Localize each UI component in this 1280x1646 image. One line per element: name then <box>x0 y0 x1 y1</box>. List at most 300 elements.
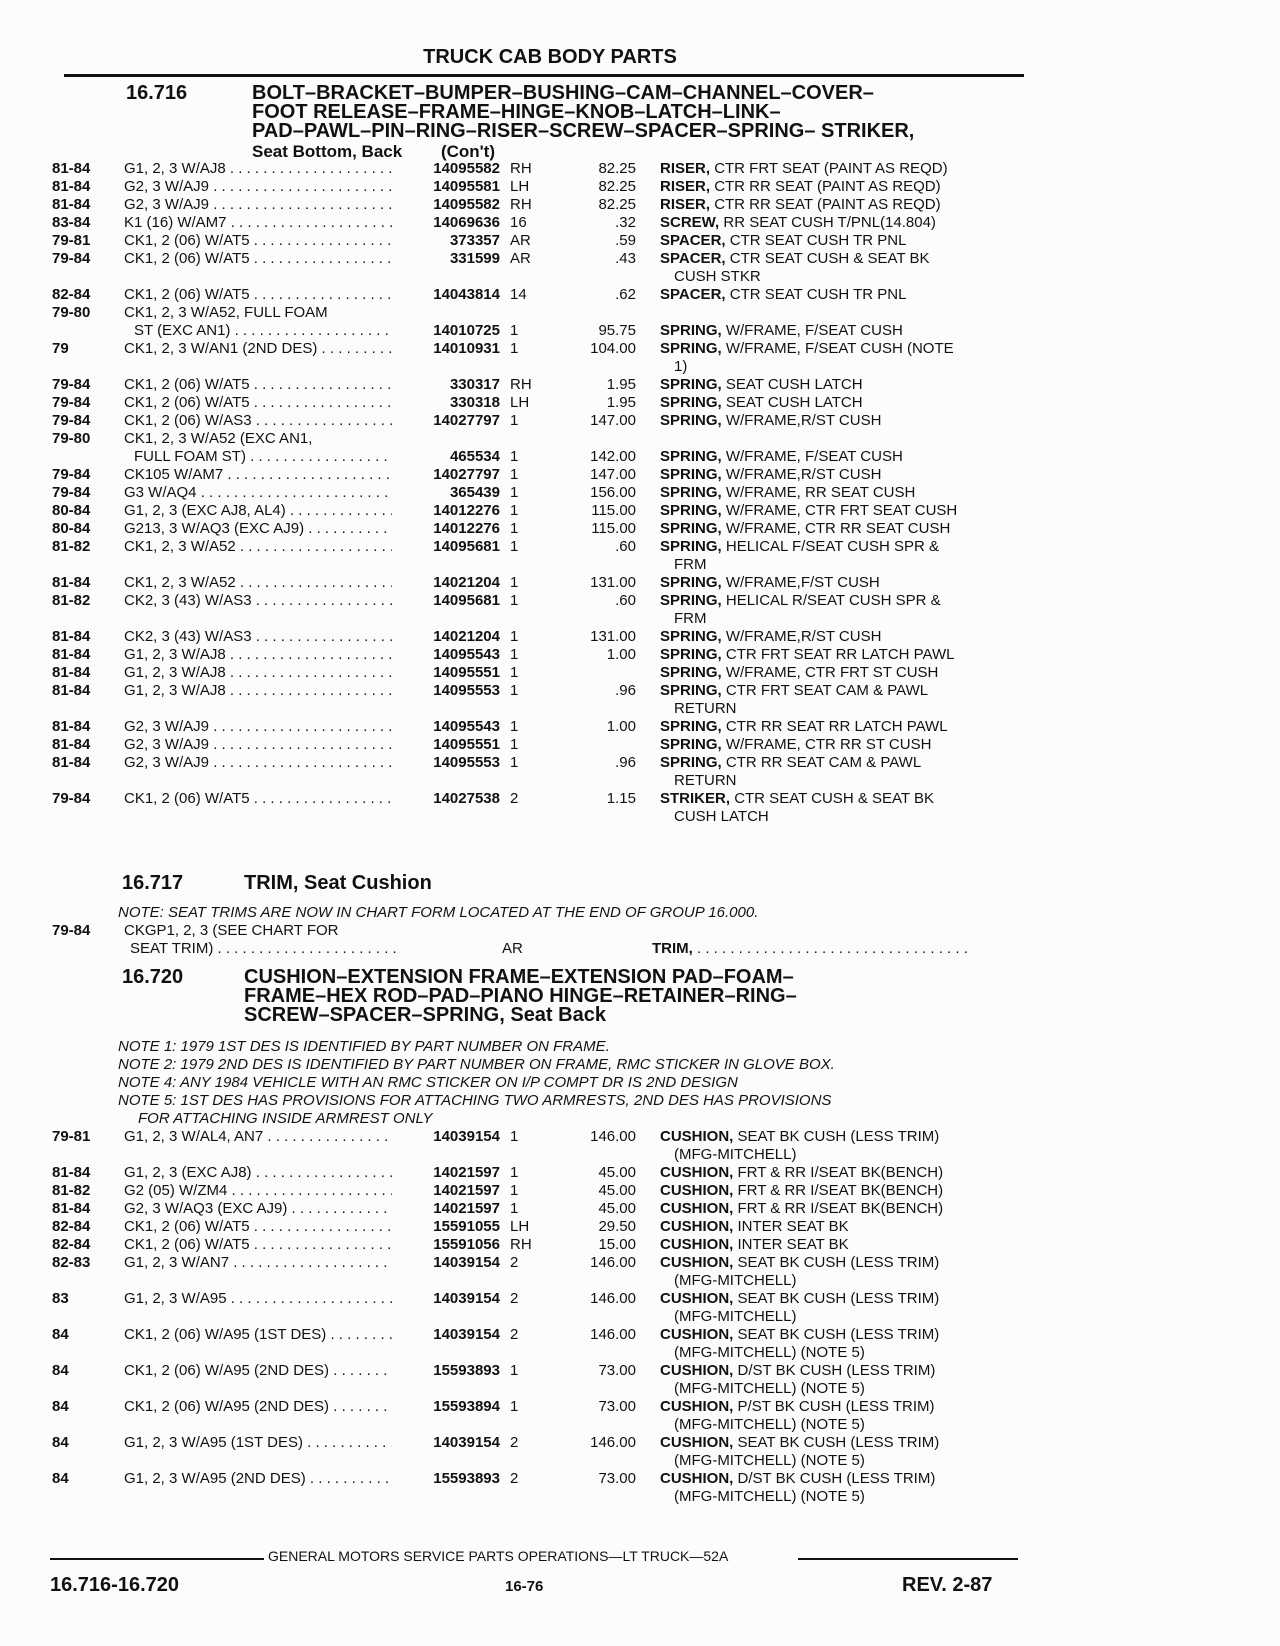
part-number: 14095551 <box>433 736 500 753</box>
part-name: SPRING, <box>660 502 722 519</box>
description <box>660 1470 1020 1488</box>
part-number: 15591056 <box>433 1236 500 1253</box>
part-number: 15593893 <box>433 1470 500 1487</box>
price: 1.15 <box>606 790 636 807</box>
part-number: 365439 <box>449 484 500 501</box>
table-row <box>0 1236 1280 1254</box>
description-text: CUSH STKR <box>674 268 761 285</box>
part-number: 14021597 <box>433 1200 500 1217</box>
price: 45.00 <box>598 1182 636 1199</box>
description-continued <box>0 1308 1280 1326</box>
application: G2, 3 W/AQ3 (EXC AJ9) . . . <box>124 1200 392 1218</box>
table-row <box>0 790 1280 808</box>
description-text: W/FRAME,R/ST CUSH <box>725 412 882 429</box>
description-continued <box>0 1344 1280 1362</box>
description-text: INTER SEAT BK <box>737 1218 849 1235</box>
part-name: SPACER, <box>660 250 726 267</box>
price: 45.00 <box>598 1200 636 1217</box>
description <box>660 628 1020 646</box>
section-title-line: PAD–PAWL–PIN–RING–RISER–SCREW–SPACER–SPRING– STRIKER, <box>252 120 915 142</box>
year-range: 81-84 <box>52 754 91 771</box>
price: 104.00 <box>590 340 636 357</box>
table-row <box>0 664 1280 682</box>
description-continued <box>0 1452 1280 1470</box>
price: 82.25 <box>598 196 636 213</box>
description <box>660 718 1020 736</box>
note-line: FOR ATTACHING INSIDE ARMREST ONLY <box>138 1110 433 1127</box>
description-text: W/FRAME, CTR FRT ST CUSH <box>725 664 939 681</box>
year-range: 79-84 <box>52 394 91 411</box>
part-number: 14095581 <box>433 178 500 195</box>
price: 82.25 <box>598 178 636 195</box>
description-continued <box>0 700 1280 718</box>
description-text: W/FRAME, F/SEAT CUSH (NOTE <box>725 340 954 357</box>
part-name: RISER, <box>660 196 711 213</box>
part-name: CUSHION, <box>660 1470 734 1487</box>
part-name: STRIKER, <box>660 790 731 807</box>
application: G3 W/AQ4 . . . <box>124 484 392 502</box>
year-range: 79-84 <box>52 922 91 939</box>
description-text: SEAT BK CUSH (LESS TRIM) <box>737 1326 940 1343</box>
part-number: 14095582 <box>433 160 500 177</box>
price: 15.00 <box>598 1236 636 1253</box>
year-range: 84 <box>52 1362 69 1379</box>
application: G2 (05) W/ZM4 . . . <box>124 1182 392 1200</box>
description <box>660 196 1020 214</box>
table-row <box>0 394 1280 412</box>
table-row <box>0 178 1280 196</box>
year-range: 81-82 <box>52 538 91 555</box>
description-text: SEAT BK CUSH (LESS TRIM) <box>737 1290 940 1307</box>
part-name: SPRING, <box>660 754 722 771</box>
quantity: 14 <box>510 286 527 303</box>
description-text: W/FRAME, CTR FRT SEAT CUSH <box>725 502 958 519</box>
description <box>660 1290 1020 1308</box>
description <box>660 538 1020 556</box>
application: G1, 2, 3 (EXC AJ8) . . . <box>124 1164 392 1182</box>
year-range: 81-84 <box>52 664 91 681</box>
application: CK1, 2, 3 W/A52, FULL FOAM <box>124 304 328 321</box>
description-continued <box>0 610 1280 628</box>
table-row <box>0 160 1280 178</box>
part-name: SPRING, <box>660 646 722 663</box>
table-row <box>0 502 1280 520</box>
quantity: 1 <box>510 1362 519 1379</box>
description <box>660 412 1020 430</box>
application: G1, 2, 3 W/AJ8 . . . <box>124 160 392 178</box>
revision-label: REV. 2-87 <box>902 1574 993 1596</box>
application: CK1, 2 (06) W/AT5 . . . <box>124 232 392 250</box>
part-name: SPRING, <box>660 664 722 681</box>
description-text: SEAT BK CUSH (LESS TRIM) <box>737 1128 940 1145</box>
quantity: 1 <box>510 520 519 537</box>
description-text: P/ST BK CUSH (LESS TRIM) <box>737 1398 935 1415</box>
quantity: LH <box>510 394 530 411</box>
part-number: 14039154 <box>433 1434 500 1451</box>
table-row <box>0 592 1280 610</box>
quantity: 1 <box>510 1200 519 1217</box>
description-continued <box>0 358 1280 376</box>
application: K1 (16) W/AM7 . . . <box>124 214 392 232</box>
description-text: SEAT CUSH LATCH <box>725 376 863 393</box>
description <box>660 1362 1020 1380</box>
description-text: CTR SEAT CUSH TR PNL <box>729 232 907 249</box>
description <box>660 376 1020 394</box>
note-line: NOTE 2: 1979 2ND DES IS IDENTIFIED BY PART NUMBER ON FRAME, RMC STICKER IN GLOVE BOX. <box>118 1056 835 1073</box>
part-number: 14039154 <box>433 1290 500 1307</box>
quantity: 1 <box>510 682 519 699</box>
description <box>660 178 1020 196</box>
price: .62 <box>615 286 636 303</box>
description-text: W/FRAME, CTR RR ST CUSH <box>725 736 932 753</box>
description <box>660 790 1020 808</box>
description-text: CTR RR SEAT CAM & PAWL <box>725 754 922 771</box>
price: 45.00 <box>598 1164 636 1181</box>
year-range: 80-84 <box>52 520 91 537</box>
price: 115.00 <box>591 502 636 519</box>
price: 95.75 <box>598 322 636 339</box>
quantity: AR <box>502 940 523 957</box>
application: CK1, 2, 3 W/AN1 (2ND DES) . . . <box>124 340 392 358</box>
application: FULL FOAM ST) . . . <box>134 448 392 466</box>
description <box>660 1434 1020 1452</box>
table-row <box>0 1254 1280 1272</box>
price: .43 <box>615 250 636 267</box>
application: CK1, 2 (06) W/AT5 . . . <box>124 286 392 304</box>
section-title-line: CUSHION–EXTENSION FRAME–EXTENSION PAD–FOAM– <box>244 966 794 988</box>
part-number: 14027538 <box>433 790 500 807</box>
table-row <box>0 1290 1280 1308</box>
note-16717: NOTE: SEAT TRIMS ARE NOW IN CHART FORM LOCATED AT THE END OF GROUP 16.000. <box>118 904 759 921</box>
description-text: SEAT BK CUSH (LESS TRIM) <box>737 1254 940 1271</box>
year-range: 79-84 <box>52 484 91 501</box>
quantity: 1 <box>510 1128 519 1145</box>
part-number: 14095582 <box>433 196 500 213</box>
description-text: CTR FRT SEAT RR LATCH PAWL <box>725 646 955 663</box>
description-text: (MFG-MITCHELL) <box>674 1146 797 1163</box>
description-text: W/FRAME, CTR RR SEAT CUSH <box>725 520 951 537</box>
application: G2, 3 W/AJ9 . . . <box>124 196 392 214</box>
application: CK1, 2 (06) W/A95 (2ND DES) . . . <box>124 1362 392 1380</box>
price: .60 <box>615 538 636 555</box>
part-name: SPRING, <box>660 448 722 465</box>
section-title-line: FRAME–HEX ROD–PAD–PIANO HINGE–RETAINER–RING– <box>244 985 797 1007</box>
description: TRIM, . . . . . . . . . . . . . . . . . . . . . . . . . . . . . . . . . <box>652 940 968 957</box>
part-name: CUSHION, <box>660 1164 734 1181</box>
description-text: FRT & RR I/SEAT BK(BENCH) <box>737 1182 944 1199</box>
quantity: 1 <box>510 1182 519 1199</box>
application: CK1, 2 (06) W/AS3 . . . <box>124 412 392 430</box>
quantity: 1 <box>510 664 519 681</box>
application: CK1, 2, 3 W/A52 . . . <box>124 538 392 556</box>
description-continued <box>0 1146 1280 1164</box>
application: G1, 2, 3 W/AJ8 . . . <box>124 682 392 700</box>
part-name: SPRING, <box>660 682 722 699</box>
year-range: 81-84 <box>52 1200 91 1217</box>
part-name: TRIM, <box>652 940 693 957</box>
table-row <box>0 754 1280 772</box>
part-number: 14021597 <box>433 1182 500 1199</box>
part-number: 14095551 <box>433 664 500 681</box>
note-line: NOTE 5: 1ST DES HAS PROVISIONS FOR ATTACHING TWO ARMRESTS, 2ND DES HAS PROVISIONS <box>118 1092 832 1109</box>
table-row <box>0 412 1280 430</box>
header-rule <box>64 74 1024 77</box>
part-name: SCREW, <box>660 214 720 231</box>
quantity: RH <box>510 1236 532 1253</box>
quantity: 1 <box>510 412 519 429</box>
price: 142.00 <box>590 448 636 465</box>
year-range: 79-81 <box>52 232 91 249</box>
price: 131.00 <box>590 574 636 591</box>
part-number: 330317 <box>449 376 500 393</box>
price: 147.00 <box>590 412 636 429</box>
part-number: 14039154 <box>433 1128 500 1145</box>
table-row <box>0 1218 1280 1236</box>
description-text: W/FRAME, RR SEAT CUSH <box>725 484 916 501</box>
table-row <box>0 1434 1280 1452</box>
application: SEAT TRIM) . . . <box>130 940 398 958</box>
application: CK1, 2, 3 W/A52 . . . <box>124 574 392 592</box>
description-continued <box>0 772 1280 790</box>
price: 73.00 <box>598 1362 636 1379</box>
footer-publisher: GENERAL MOTORS SERVICE PARTS OPERATIONS—LT TRUCK—52A <box>268 1548 729 1564</box>
table-row <box>0 1128 1280 1146</box>
description <box>660 448 1020 466</box>
quantity: AR <box>510 232 531 249</box>
footer-rule-left <box>50 1558 264 1560</box>
year-range: 84 <box>52 1434 69 1451</box>
description-text: INTER SEAT BK <box>737 1236 849 1253</box>
description <box>660 250 1020 268</box>
table-row <box>0 1182 1280 1200</box>
part-number: 14012276 <box>433 520 500 537</box>
quantity: 1 <box>510 646 519 663</box>
section-title-16720 <box>244 968 797 1025</box>
quantity: 1 <box>510 574 519 591</box>
quantity: 1 <box>510 448 519 465</box>
part-name: SPRING, <box>660 628 722 645</box>
year-range: 81-84 <box>52 196 91 213</box>
price: 29.50 <box>598 1218 636 1235</box>
price: .32 <box>615 214 636 231</box>
quantity: 1 <box>510 538 519 555</box>
description-text: FRM <box>674 556 707 573</box>
footer-section-range: 16.716-16.720 <box>50 1574 180 1596</box>
year-range: 82-84 <box>52 1236 91 1253</box>
part-number: 15591055 <box>433 1218 500 1235</box>
description <box>660 592 1020 610</box>
subtitle-text: Seat Bottom, Back <box>252 142 403 161</box>
year-range: 79-80 <box>52 304 91 321</box>
description <box>660 502 1020 520</box>
table-row <box>0 430 1280 448</box>
description-text: (MFG-MITCHELL) (NOTE 5) <box>674 1416 865 1433</box>
description-text: CTR FRT SEAT CAM & PAWL <box>725 682 929 699</box>
table-row-continued <box>0 448 1280 466</box>
description <box>660 1254 1020 1272</box>
description <box>660 664 1020 682</box>
description-text: HELICAL F/SEAT CUSH SPR & <box>725 538 939 555</box>
year-range: 84 <box>52 1326 69 1343</box>
description <box>660 520 1020 538</box>
part-number: 14095553 <box>433 682 500 699</box>
price: 146.00 <box>590 1290 636 1307</box>
table-row <box>0 466 1280 484</box>
part-name: SPRING, <box>660 322 722 339</box>
price: 156.00 <box>590 484 636 501</box>
table-row <box>0 1470 1280 1488</box>
part-name: SPRING, <box>660 718 722 735</box>
part-name: SPRING, <box>660 376 722 393</box>
part-name: SPRING, <box>660 412 722 429</box>
year-range: 81-84 <box>52 574 91 591</box>
part-name: SPRING, <box>660 394 722 411</box>
description <box>660 1326 1020 1344</box>
note-line: NOTE 4: ANY 1984 VEHICLE WITH AN RMC STICKER ON I/P COMPT DR IS 2ND DESIGN <box>118 1074 738 1091</box>
page-number: 16-76 <box>505 1578 544 1595</box>
description <box>660 160 1020 178</box>
table-row <box>0 304 1280 322</box>
footer-rule-right <box>798 1558 1018 1560</box>
description-text: FRT & RR I/SEAT BK(BENCH) <box>737 1200 944 1217</box>
description-text: RETURN <box>674 772 737 789</box>
part-name: RISER, <box>660 178 711 195</box>
table-row <box>0 250 1280 268</box>
application: CK1, 2 (06) W/A95 (1ST DES) . . . <box>124 1326 392 1344</box>
continued-label: (Con't) <box>440 142 496 161</box>
description <box>660 286 1020 304</box>
year-range: 83 <box>52 1290 69 1307</box>
year-range: 84 <box>52 1398 69 1415</box>
quantity: 2 <box>510 1254 519 1271</box>
description-text: SEAT BK CUSH (LESS TRIM) <box>737 1434 940 1451</box>
description-text: (MFG-MITCHELL) <box>674 1272 797 1289</box>
description <box>660 340 1020 358</box>
description <box>660 646 1020 664</box>
application: CK1, 2 (06) W/AT5 . . . <box>124 394 392 412</box>
application: G1, 2, 3 W/AN7 . . . <box>124 1254 392 1272</box>
description-text: HELICAL R/SEAT CUSH SPR & <box>725 592 941 609</box>
table-row <box>0 214 1280 232</box>
year-range: 79-84 <box>52 412 91 429</box>
part-number: 14095543 <box>433 718 500 735</box>
description-continued <box>0 1488 1280 1506</box>
part-number: 14010931 <box>433 340 500 357</box>
table-row-continued <box>0 322 1280 340</box>
price: 1.00 <box>606 718 636 735</box>
description-text: (MFG-MITCHELL) (NOTE 5) <box>674 1488 865 1505</box>
description-text: (MFG-MITCHELL) (NOTE 5) <box>674 1344 865 1361</box>
quantity: RH <box>510 376 532 393</box>
application: CK1, 2 (06) W/AT5 . . . <box>124 1236 392 1254</box>
description-text: CTR RR SEAT RR LATCH PAWL <box>725 718 948 735</box>
description-text: RETURN <box>674 700 737 717</box>
part-name: CUSHION, <box>660 1236 734 1253</box>
application: G2, 3 W/AJ9 . . . <box>124 736 392 754</box>
section-number-16717: 16.717 <box>122 872 184 894</box>
price: .59 <box>615 232 636 249</box>
description-text: (MFG-MITCHELL) <box>674 1308 797 1325</box>
application: G1, 2, 3 (EXC AJ8, AL4) . . . <box>124 502 392 520</box>
price: 1.95 <box>606 394 636 411</box>
application: G2, 3 W/AJ9 . . . <box>124 754 392 772</box>
table-row <box>0 538 1280 556</box>
description <box>660 1398 1020 1416</box>
description-text: W/FRAME,R/ST CUSH <box>725 466 882 483</box>
part-number: 14095553 <box>433 754 500 771</box>
price: 147.00 <box>590 466 636 483</box>
description-text: CTR SEAT CUSH & SEAT BK <box>729 250 930 267</box>
year-range: 81-84 <box>52 160 91 177</box>
table-row <box>0 232 1280 250</box>
price: 146.00 <box>590 1254 636 1271</box>
quantity: 2 <box>510 1290 519 1307</box>
year-range: 81-84 <box>52 736 91 753</box>
year-range: 84 <box>52 1470 69 1487</box>
section-subtitle-16716 <box>252 142 495 162</box>
description-text: RR SEAT CUSH T/PNL(14.804) <box>723 214 936 231</box>
quantity: AR <box>510 250 531 267</box>
description <box>660 1218 1020 1236</box>
part-name: CUSHION, <box>660 1200 734 1217</box>
part-number: 14095681 <box>433 592 500 609</box>
price: 146.00 <box>590 1326 636 1343</box>
quantity: 2 <box>510 1470 519 1487</box>
table-row <box>0 340 1280 358</box>
description-text: 1) <box>674 358 688 375</box>
application: G1, 2, 3 W/AJ8 . . . <box>124 664 392 682</box>
price: 73.00 <box>598 1398 636 1415</box>
description-continued <box>0 1416 1280 1434</box>
description <box>660 1182 1020 1200</box>
application: CK1, 2 (06) W/AT5 . . . <box>124 1218 392 1236</box>
part-name: RISER, <box>660 160 711 177</box>
part-number: 14095543 <box>433 646 500 663</box>
part-number: 14027797 <box>433 466 500 483</box>
description-text: W/FRAME,F/ST CUSH <box>725 574 880 591</box>
price: 115.00 <box>591 520 636 537</box>
description-text: D/ST BK CUSH (LESS TRIM) <box>737 1470 936 1487</box>
description-text: CTR RR SEAT (PAINT AS REQD) <box>714 196 941 213</box>
application: CK1, 2 (06) W/AT5 . . . <box>124 790 392 808</box>
table-row <box>0 520 1280 538</box>
part-number: 14021597 <box>433 1164 500 1181</box>
application: G1, 2, 3 W/A95 (2ND DES) . . . <box>124 1470 392 1488</box>
section-number-16720: 16.720 <box>122 966 184 988</box>
table-row <box>0 646 1280 664</box>
year-range: 79-80 <box>52 430 91 447</box>
part-name: SPRING, <box>660 538 722 555</box>
year-range: 79-84 <box>52 250 91 267</box>
quantity: 1 <box>510 1164 519 1181</box>
application: G1, 2, 3 W/AL4, AN7 . . . <box>124 1128 392 1146</box>
part-number: 14010725 <box>433 322 500 339</box>
part-number: 14095681 <box>433 538 500 555</box>
quantity: 1 <box>510 322 519 339</box>
year-range: 81-84 <box>52 682 91 699</box>
description-text: W/FRAME, F/SEAT CUSH <box>725 322 903 339</box>
description <box>660 736 1020 754</box>
table-row <box>0 574 1280 592</box>
section-title-16717: TRIM, Seat Cushion <box>244 872 432 894</box>
price: 131.00 <box>590 628 636 645</box>
description-text: CTR RR SEAT (PAINT AS REQD) <box>714 178 941 195</box>
part-number: 14027797 <box>433 412 500 429</box>
part-name: CUSHION, <box>660 1398 734 1415</box>
description-text: FRT & RR I/SEAT BK(BENCH) <box>737 1164 944 1181</box>
section-number-16716: 16.716 <box>126 82 188 104</box>
description-text: D/ST BK CUSH (LESS TRIM) <box>737 1362 936 1379</box>
